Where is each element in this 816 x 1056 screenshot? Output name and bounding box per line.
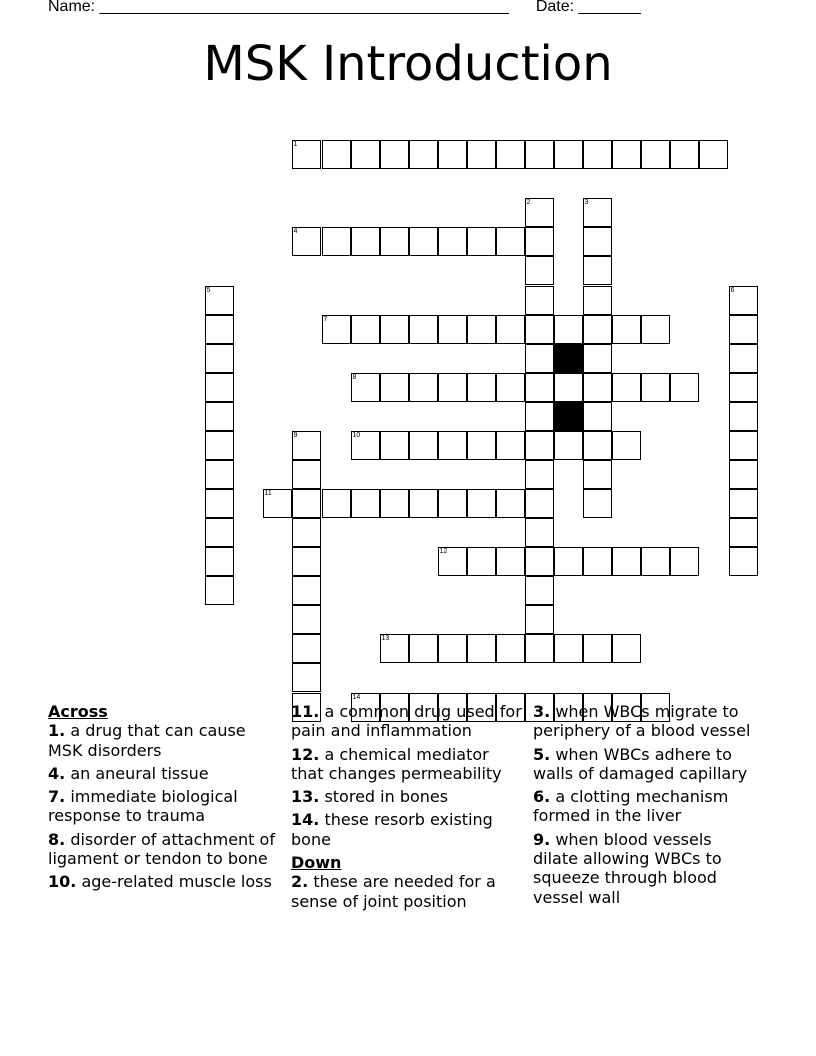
grid-cell[interactable] bbox=[409, 227, 438, 256]
grid-cell[interactable] bbox=[380, 227, 409, 256]
grid-cell[interactable] bbox=[467, 140, 496, 169]
grid-cell[interactable] bbox=[467, 227, 496, 256]
grid-cell[interactable] bbox=[729, 373, 758, 402]
grid-cell[interactable] bbox=[525, 256, 554, 285]
grid-cell[interactable] bbox=[292, 227, 321, 256]
grid-cell[interactable] bbox=[583, 634, 612, 663]
grid-cell[interactable] bbox=[438, 431, 467, 460]
grid-cell[interactable] bbox=[263, 489, 292, 518]
name-line[interactable]: ______________________________________________ bbox=[99, 0, 509, 15]
grid-cell[interactable] bbox=[729, 344, 758, 373]
clue-down-2: 2. these are needed for a sense of joint position bbox=[291, 872, 496, 911]
grid-cell[interactable] bbox=[205, 402, 234, 431]
clue-across-1: 1. a drug that can cause MSK disorders bbox=[48, 721, 246, 760]
grid-cell[interactable] bbox=[205, 431, 234, 460]
grid-cell[interactable] bbox=[641, 315, 670, 344]
grid-cell[interactable] bbox=[729, 518, 758, 547]
grid-cell[interactable] bbox=[496, 140, 525, 169]
grid-cell[interactable] bbox=[438, 373, 467, 402]
grid-cell[interactable] bbox=[525, 227, 554, 256]
grid-cell[interactable] bbox=[292, 634, 321, 663]
grid-cell[interactable] bbox=[205, 576, 234, 605]
grid-cell[interactable] bbox=[699, 140, 728, 169]
clues-column-1 bbox=[48, 702, 284, 896]
grid-cell[interactable] bbox=[583, 315, 612, 344]
grid-cell[interactable] bbox=[641, 547, 670, 576]
grid-cell[interactable] bbox=[583, 373, 612, 402]
date-line[interactable]: _______ bbox=[578, 0, 641, 15]
grid-cell[interactable] bbox=[583, 227, 612, 256]
grid-cell[interactable] bbox=[612, 315, 641, 344]
grid-cell[interactable] bbox=[409, 634, 438, 663]
grid-cell[interactable] bbox=[351, 140, 380, 169]
clue-number: 11 bbox=[264, 489, 272, 497]
grid-cell[interactable] bbox=[729, 315, 758, 344]
grid-cell[interactable] bbox=[438, 315, 467, 344]
grid-cell[interactable] bbox=[496, 315, 525, 344]
grid-cell[interactable] bbox=[380, 431, 409, 460]
grid-cell[interactable] bbox=[583, 460, 612, 489]
grid-cell[interactable] bbox=[525, 140, 554, 169]
grid-cell[interactable] bbox=[525, 198, 554, 227]
grid-cell[interactable] bbox=[292, 576, 321, 605]
clue-number: 7 bbox=[323, 315, 328, 323]
clue-number: 2 bbox=[526, 198, 531, 206]
clue-across-7: 7. immediate biological response to trauma bbox=[48, 787, 238, 826]
grid-cell[interactable] bbox=[729, 489, 758, 518]
clue-across-13: 13. stored in bones bbox=[291, 787, 449, 807]
grid-cell[interactable] bbox=[205, 373, 234, 402]
clue-across-12: 12. a chemical mediator that changes permeability bbox=[291, 744, 502, 783]
grid-cell[interactable] bbox=[380, 373, 409, 402]
grid-cell[interactable] bbox=[292, 605, 321, 634]
grid-cell[interactable] bbox=[525, 286, 554, 315]
grid-cell[interactable] bbox=[409, 373, 438, 402]
grid-cell[interactable] bbox=[612, 634, 641, 663]
grid-cell[interactable] bbox=[525, 576, 554, 605]
clue-across-10: 10. age-related muscle loss bbox=[48, 872, 272, 892]
clue-number: 14 bbox=[352, 693, 361, 701]
clue-number: 9 bbox=[293, 431, 298, 439]
grid-cell[interactable] bbox=[438, 634, 467, 663]
grid-cell[interactable] bbox=[554, 315, 583, 344]
grid-cell[interactable] bbox=[438, 547, 467, 576]
grid-cell[interactable] bbox=[205, 344, 234, 373]
grid-cell[interactable] bbox=[322, 315, 351, 344]
grid-cell[interactable] bbox=[583, 489, 612, 518]
clue-number: 5 bbox=[206, 286, 211, 294]
across-heading: Across bbox=[48, 702, 108, 721]
black-cell bbox=[554, 344, 583, 373]
grid-cell[interactable] bbox=[525, 547, 554, 576]
grid-cell[interactable] bbox=[292, 431, 321, 460]
grid-cell[interactable] bbox=[525, 402, 554, 431]
clue-across-8: 8. disorder of attachment of ligament or tendon to bone bbox=[48, 829, 275, 869]
grid-cell[interactable] bbox=[409, 489, 438, 518]
grid-cell[interactable] bbox=[583, 431, 612, 460]
grid-cell[interactable] bbox=[292, 547, 321, 576]
clue-number: 13 bbox=[381, 634, 390, 642]
grid-cell[interactable] bbox=[205, 315, 234, 344]
grid-cell[interactable] bbox=[525, 460, 554, 489]
name-label: Name: bbox=[48, 0, 96, 15]
grid-cell[interactable] bbox=[292, 518, 321, 547]
grid-cell[interactable] bbox=[205, 286, 234, 315]
grid-cell[interactable] bbox=[205, 518, 234, 547]
clue-number: 1 bbox=[293, 140, 298, 148]
grid-cell[interactable] bbox=[292, 140, 321, 169]
grid-cell[interactable] bbox=[525, 518, 554, 547]
grid-cell[interactable] bbox=[205, 460, 234, 489]
grid-cell[interactable] bbox=[351, 373, 380, 402]
grid-cell[interactable] bbox=[583, 402, 612, 431]
black-cell bbox=[554, 402, 583, 431]
grid-cell[interactable] bbox=[583, 256, 612, 285]
grid-cell[interactable] bbox=[525, 315, 554, 344]
grid-cell[interactable] bbox=[729, 431, 758, 460]
clue-number: 12 bbox=[439, 547, 448, 555]
clues-column-2 bbox=[291, 702, 523, 915]
grid-cell[interactable] bbox=[438, 140, 467, 169]
grid-cell[interactable] bbox=[351, 227, 380, 256]
grid-cell[interactable] bbox=[205, 547, 234, 576]
clue-down-6: 6. a clotting mechanism formed in the liver bbox=[533, 787, 729, 826]
grid-cell[interactable] bbox=[467, 634, 496, 663]
down-heading: Down bbox=[291, 853, 342, 873]
clue-down-9: 9. when blood vessels dilate allowing WBCs to squeeze through blood vessel wall bbox=[533, 829, 722, 907]
grid-cell[interactable] bbox=[380, 489, 409, 518]
grid-cell[interactable] bbox=[612, 547, 641, 576]
grid-cell[interactable] bbox=[322, 227, 351, 256]
grid-cell[interactable] bbox=[380, 315, 409, 344]
grid-cell[interactable] bbox=[409, 140, 438, 169]
grid-cell[interactable] bbox=[496, 227, 525, 256]
grid-cell[interactable] bbox=[612, 140, 641, 169]
grid-cell[interactable] bbox=[322, 140, 351, 169]
grid-cell[interactable] bbox=[612, 373, 641, 402]
grid-cell[interactable] bbox=[583, 286, 612, 315]
grid-cell[interactable] bbox=[351, 431, 380, 460]
grid-cell[interactable] bbox=[322, 489, 351, 518]
grid-cell[interactable] bbox=[496, 431, 525, 460]
grid-cell[interactable] bbox=[380, 634, 409, 663]
grid-cell[interactable] bbox=[583, 198, 612, 227]
grid-cell[interactable] bbox=[438, 489, 467, 518]
grid-cell[interactable] bbox=[670, 140, 699, 169]
grid-cell[interactable] bbox=[583, 547, 612, 576]
grid-cell[interactable] bbox=[525, 489, 554, 518]
clues-column-3 bbox=[533, 702, 753, 911]
clue-number: 8 bbox=[352, 373, 357, 381]
clue-down-3: 3. when WBCs migrate to periphery of a blood vessel bbox=[533, 702, 751, 741]
grid-cell[interactable] bbox=[670, 373, 699, 402]
clue-across-4: 4. an aneural tissue bbox=[48, 763, 209, 783]
grid-cell[interactable] bbox=[729, 402, 758, 431]
grid-cell[interactable] bbox=[729, 286, 758, 315]
grid-cell[interactable] bbox=[205, 489, 234, 518]
grid-cell[interactable] bbox=[292, 489, 321, 518]
date-label: Date: bbox=[535, 0, 575, 15]
grid-cell[interactable] bbox=[380, 140, 409, 169]
page-title: MSK Introduction bbox=[203, 36, 613, 92]
grid-cell[interactable] bbox=[729, 547, 758, 576]
grid-cell[interactable] bbox=[583, 344, 612, 373]
clue-number: 10 bbox=[352, 431, 361, 439]
grid-cell[interactable] bbox=[292, 663, 321, 692]
clue-across-11: 11. a common drug used for pain and inflammation bbox=[291, 702, 522, 741]
grid-cell[interactable] bbox=[670, 547, 699, 576]
grid-cell[interactable] bbox=[554, 140, 583, 169]
clue-down-5: 5. when WBCs adhere to walls of damaged capillary bbox=[533, 744, 748, 783]
grid-cell[interactable] bbox=[496, 547, 525, 576]
grid-cell[interactable] bbox=[496, 634, 525, 663]
grid-cell[interactable] bbox=[438, 227, 467, 256]
clue-number: 3 bbox=[584, 198, 589, 206]
grid-cell[interactable] bbox=[729, 460, 758, 489]
grid-cell[interactable] bbox=[409, 431, 438, 460]
grid-cell[interactable] bbox=[554, 431, 583, 460]
grid-cell[interactable] bbox=[467, 315, 496, 344]
grid-cell[interactable] bbox=[467, 547, 496, 576]
grid-cell[interactable] bbox=[554, 634, 583, 663]
grid-cell[interactable] bbox=[525, 373, 554, 402]
grid-cell[interactable] bbox=[583, 140, 612, 169]
grid-cell[interactable] bbox=[292, 460, 321, 489]
grid-cell[interactable] bbox=[525, 344, 554, 373]
grid-cell[interactable] bbox=[496, 489, 525, 518]
grid-cell[interactable] bbox=[467, 431, 496, 460]
grid-cell[interactable] bbox=[525, 634, 554, 663]
grid-cell[interactable] bbox=[496, 373, 525, 402]
grid-cell[interactable] bbox=[525, 605, 554, 634]
grid-cell[interactable] bbox=[351, 315, 380, 344]
clue-across-14: 14. these resorb existing bone bbox=[291, 810, 493, 849]
grid-cell[interactable] bbox=[467, 373, 496, 402]
grid-cell[interactable] bbox=[467, 489, 496, 518]
grid-cell[interactable] bbox=[351, 489, 380, 518]
clue-number: 4 bbox=[293, 227, 298, 235]
grid-cell[interactable] bbox=[554, 547, 583, 576]
grid-cell[interactable] bbox=[554, 373, 583, 402]
clue-number: 6 bbox=[730, 286, 735, 294]
grid-cell[interactable] bbox=[409, 315, 438, 344]
grid-cell[interactable] bbox=[641, 373, 670, 402]
grid-cell[interactable] bbox=[525, 431, 554, 460]
grid-cell[interactable] bbox=[641, 140, 670, 169]
grid-cell[interactable] bbox=[612, 431, 641, 460]
